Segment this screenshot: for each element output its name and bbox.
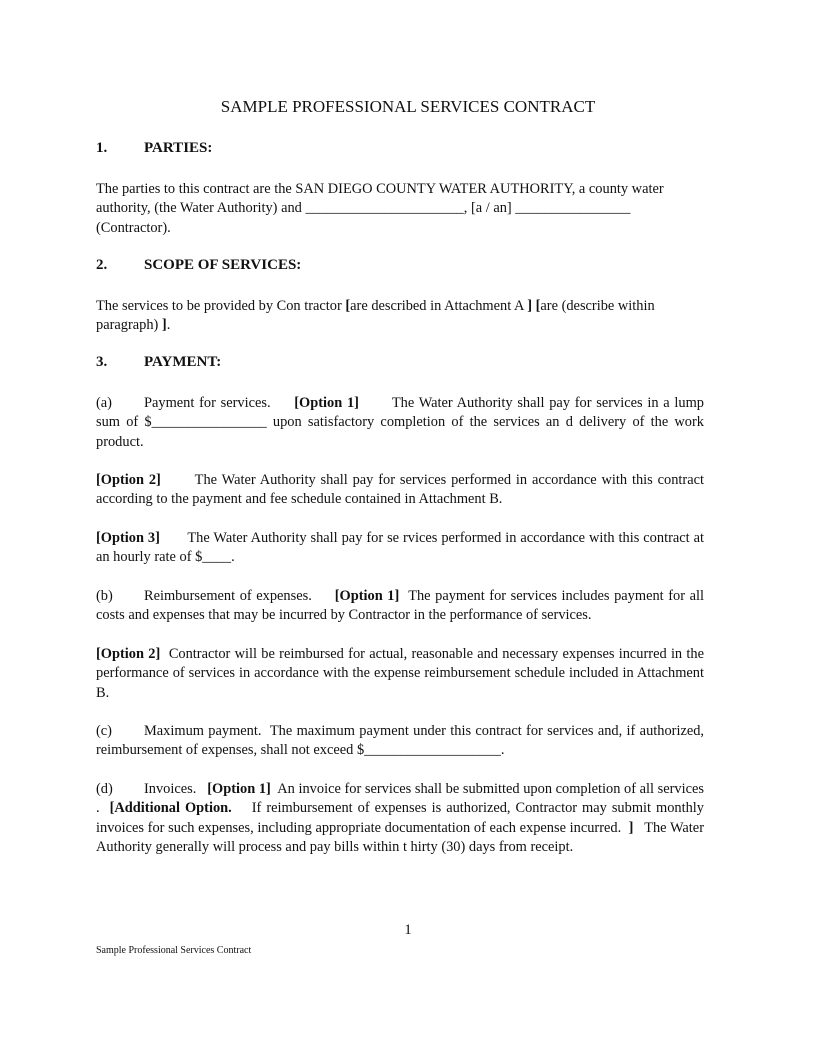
option-label: [Option 1] [207, 781, 271, 797]
paragraph-payment-d [96, 780, 704, 857]
text: The Water Authority shall pay for services in a lump sum of $________________ upon satisfactory completion of the services an d delivery of the work product. [96, 395, 704, 450]
option-label: [Option 2] [96, 646, 161, 662]
bracket: [ [345, 298, 351, 314]
text: The parties to this contract are the SAN DIEGO COUNTY WATER AUTHORITY, a county water authority, (the Water Authority) and [96, 181, 664, 217]
section-heading-payment [96, 354, 221, 371]
paragraph-payment-a [96, 394, 704, 452]
section-heading-scope [96, 257, 301, 274]
paragraph-payment-b-option-2 [96, 645, 704, 703]
text: Contractor will be reimbursed for actual, reasonable and necessary expenses incurred in the performance of services in accordance with the expense reimbursement schedule included in Attachment B. [96, 646, 704, 701]
bracket: ] [161, 317, 167, 334]
section-title: PARTIES: [144, 140, 213, 156]
text: Payment for services. [144, 395, 271, 411]
item-label: (a) [96, 395, 112, 411]
option-label: [Option 1] [294, 395, 359, 411]
item-label: (c) [96, 723, 112, 739]
section-title: SCOPE OF SERVICES: [144, 257, 302, 273]
text: The services to be provided by Con tractor [96, 298, 346, 314]
paragraph-payment-option-3 [96, 529, 704, 568]
section-number: 1. [96, 140, 108, 156]
blank-field: ________________ [515, 200, 631, 217]
paragraph-parties [96, 180, 704, 238]
section-title: PAYMENT: [144, 354, 222, 370]
item-label: (d) [96, 781, 113, 797]
text: . [166, 317, 171, 334]
blank-field: ______________________ [305, 200, 464, 217]
text: The Water Authority shall pay for se rvices performed in accordance with this contract at an hourly rate of $____. [96, 530, 704, 566]
text: If reimbursement of expenses is authorized, Contractor may submit monthly invoices for such expenses, including appropriate documentation of each expense incurred. [96, 800, 704, 836]
section-number: 2. [96, 257, 108, 273]
text: Invoices. [144, 781, 197, 797]
text: The Water Authority generally will process and pay bills within t hirty (30) days from receipt. [96, 819, 704, 855]
text: (Contractor). [96, 219, 171, 236]
text: Maximum payment. [144, 723, 262, 739]
document-title: SAMPLE PROFESSIONAL SERVICES CONTRACT [220, 97, 596, 116]
option-label: [Option 3] [96, 530, 160, 546]
text: , [a / an] [463, 200, 516, 217]
paragraph-payment-c [96, 722, 704, 761]
text: Reimbursement of expenses. [144, 588, 312, 604]
paragraph-payment-b [96, 587, 704, 626]
text: The payment for services includes payment for all costs and expenses that may be incurred by Contractor in the performance of services. [96, 588, 704, 624]
option-label: [Option 1] [334, 588, 400, 604]
text: are described in Attachment A [350, 298, 528, 314]
text: The Water Authority shall pay for services performed in accordance with this contract according to the payment and fee schedule contained in Attachment B. [96, 472, 704, 508]
section-heading-parties [96, 140, 212, 157]
text: An invoice for services shall be submitted upon completion of all services . [96, 781, 704, 817]
section-number: 3. [96, 354, 108, 370]
bracket: ] [527, 298, 532, 314]
page-footer: Sample Professional Services Contract [96, 945, 252, 956]
bracket: [ [535, 298, 541, 314]
item-label: (b) [96, 588, 113, 604]
text: are (describe within paragraph) [96, 298, 655, 334]
paragraph-scope [96, 297, 704, 336]
paragraph-payment-option-2 [96, 471, 704, 510]
page-number: 1 [404, 922, 412, 938]
text: The maximum payment under this contract for services and, if authorized, reimbursement of expenses, shall not exceed $___________________. [96, 723, 705, 759]
option-label: [Additional Option. [109, 800, 232, 817]
option-label: [Option 2] [96, 472, 161, 488]
bracket: ] [628, 819, 634, 836]
